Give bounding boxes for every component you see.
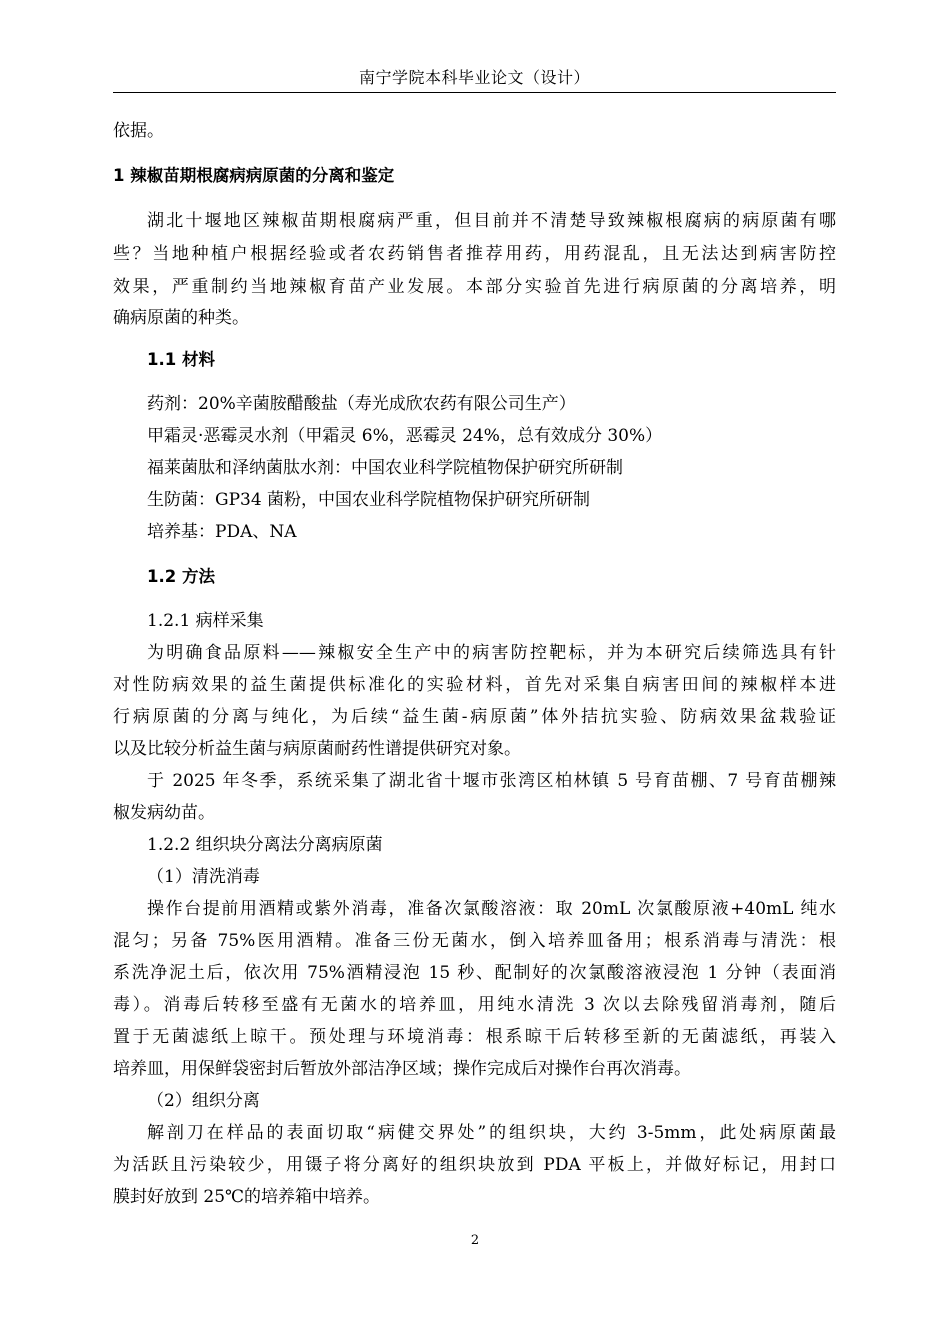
paragraph-line: 操作台提前用酒精或紫外消毒，准备次氯酸溶液：取 20mL 次氯酸原液+40mL 纯水 [147, 899, 836, 919]
paragraph-line: 系洗净泥土后，依次用 75%酒精浸泡 15 秒、配制好的次氯酸溶液浸泡 1 分钟（表面消 [113, 963, 836, 983]
subsection-heading: 1.1 材料 [147, 350, 215, 369]
paragraph-line: 些？当地种植户根据经验或者农药销售者推荐用药，用药混乱，且无法达到病害防控 [113, 244, 836, 264]
step-heading: （1）清洗消毒 [147, 867, 260, 887]
paragraph-line: 湖北十堰地区辣椒苗期根腐病严重，但目前并不清楚导致辣椒根腐病的病原菌有哪 [147, 211, 836, 231]
paragraph-line: 混匀；另备 75%医用酒精。准备三份无菌水，倒入培养皿备用；根系消毒与清洗：根 [113, 931, 836, 951]
page-number: 2 [470, 1233, 480, 1248]
paragraph-line: 解剖刀在样品的表面切取“病健交界处”的组织块，大约 3-5mm，此处病原菌最 [147, 1123, 836, 1143]
subsubsection-heading: 1.2.2 组织块分离法分离病原菌 [147, 835, 383, 855]
paragraph-line: 为活跃且污染较少，用镊子将分离好的组织块放到 PDA 平板上，并做好标记，用封口 [113, 1155, 836, 1175]
subsubsection-heading: 1.2.1 病样采集 [147, 611, 264, 631]
material-line: 甲霜灵·恶霉灵水剂（甲霜灵 6%，恶霉灵 24%，总有效成分 30%） [147, 426, 663, 446]
paragraph-line: 依据。 [113, 121, 164, 141]
paragraph-line: 为明确食品原料——辣椒安全生产中的病害防控靶标，并为本研究后续筛选具有针 [147, 643, 836, 663]
material-line: 药剂：20%辛菌胺醋酸盐（寿光成欣农药有限公司生产） [147, 394, 576, 414]
paragraph-line: 椒发病幼苗。 [113, 803, 215, 823]
subsection-heading: 1.2 方法 [147, 567, 215, 586]
material-line: 培养基：PDA、NA [147, 522, 297, 542]
paragraph-line: 效果，严重制约当地辣椒育苗产业发展。本部分实验首先进行病原菌的分离培养，明 [113, 277, 836, 297]
step-heading: （2）组织分离 [147, 1091, 260, 1111]
material-line: 福莱菌肽和泽纳菌肽水剂：中国农业科学院植物保护研究所研制 [147, 458, 623, 478]
material-line: 生防菌：GP34 菌粉，中国农业科学院植物保护研究所研制 [147, 490, 591, 510]
section-heading: 1 辣椒苗期根腐病病原菌的分离和鉴定 [113, 166, 395, 185]
paragraph-line: 膜封好放到 25℃的培养箱中培养。 [113, 1187, 381, 1207]
paragraph-line: 以及比较分析益生菌与病原菌耐药性谱提供研究对象。 [113, 739, 521, 759]
paragraph-line: 毒）。消毒后转移至盛有无菌水的培养皿，用纯水清洗 3 次以去除残留消毒剂，随后 [113, 995, 836, 1015]
paragraph-line: 置于无菌滤纸上晾干。预处理与环境消毒：根系晾干后转移至新的无菌滤纸，再装入 [113, 1027, 836, 1047]
page-header: 南宁学院本科毕业论文（设计） [113, 64, 836, 93]
paragraph-line: 确病原菌的种类。 [113, 308, 249, 328]
paragraph-line: 对性防病效果的益生菌提供标准化的实验材料，首先对采集自病害田间的辣椒样本进 [113, 675, 836, 695]
paragraph-line: 行病原菌的分离与纯化，为后续“益生菌-病原菌”体外拮抗实验、防病效果盆栽验证 [113, 707, 836, 727]
paragraph-line: 于 2025 年冬季，系统采集了湖北省十堰市张湾区柏林镇 5 号育苗棚、7 号育苗棚辣 [147, 771, 836, 791]
paragraph-line: 培养皿，用保鲜袋密封后暂放外部洁净区域；操作完成后对操作台再次消毒。 [113, 1059, 691, 1079]
